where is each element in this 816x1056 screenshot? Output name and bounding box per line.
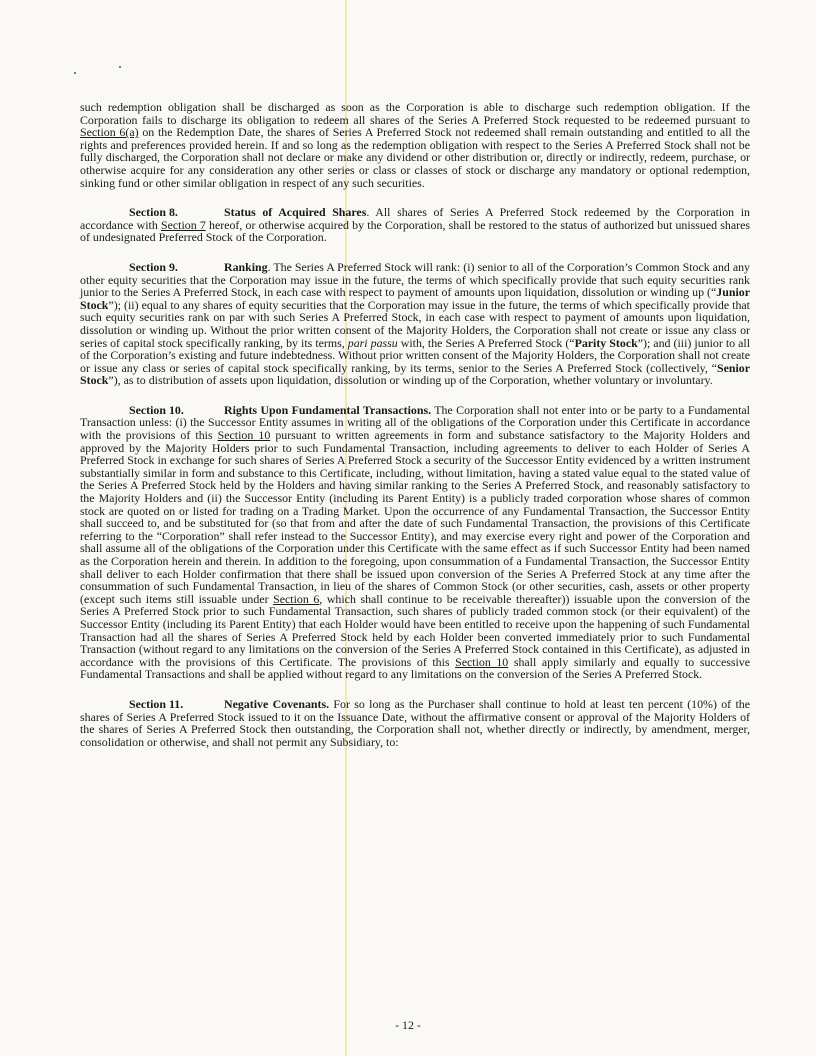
section-10-title: Rights Upon Fundamental Transactions. bbox=[224, 402, 432, 417]
section-9-number: Section 9. bbox=[129, 259, 178, 274]
scan-speck bbox=[74, 72, 76, 74]
section-10-reference: Section 10 bbox=[217, 428, 271, 443]
page-number: - 12 - bbox=[395, 1018, 421, 1032]
document-body bbox=[80, 101, 750, 765]
section-6-reference: Section 6 bbox=[273, 591, 320, 606]
section-10-reference: Section 10 bbox=[455, 654, 509, 669]
scan-speck bbox=[119, 66, 121, 68]
parity-stock-term: Parity Stock bbox=[574, 335, 638, 350]
section-11-number: Section 11. bbox=[129, 696, 184, 711]
junior-stock-term: Junior Stock bbox=[80, 285, 750, 312]
section-9-title: Ranking bbox=[224, 259, 268, 274]
section-11-title: Negative Covenants. bbox=[224, 696, 330, 711]
section-6a-reference: Section 6(a) bbox=[80, 125, 139, 140]
continuation-paragraph: such redemption obligation shall be discharged as soon as the Corporation is able to discharge such redemption obligation. If the Corporation fails to discharge its obligation to redeem all shares of the Series A Preferred Stock requested to be redeemed pursuant to Section 6(a) on the Redemption Date, the shares of Series A Preferred Stock not redeemed shall remain outstanding and entitled to all the rights and preferences provided herein. If and so long as the redemption obligation with respect to the Series A Preferred Stock shall not be fully discharged, the Corporation shall not declare or make any dividend or other distribution or, directly or indirectly, redeem, purchase, or otherwise acquire for any consideration any other series or class or classes of stock or discharge any mandatory or optional redemption, sinking fund or other similar obligation in respect of any such securities. bbox=[80, 100, 750, 190]
section-9-paragraph: Section 9. Ranking. The Series A Preferred Stock will rank: (i) senior to all of the Corporation’s Common Stock and any other equity securities that the Corporation may issue in the future, the terms of which specifically provide that such equity securities rank junior to the Series A Preferred Stock, in each case with respect to payment of amounts upon liquidation, dissolution or winding up (“Junior Stock”); (ii) equal to any shares of equity securities that the Corporation may issue in the future, the terms of which specifically provide that such equity securities rank on par with such Series A Preferred Stock, in each case with respect to payment of amounts upon liquidation, dissolution or winding up. Without the prior written consent of the Majority Holders, the Corporation shall not create or issue any class or series of capital stock specifically ranking, by its terms, pari passu with, the Series A Preferred Stock (“Parity Stock”); and (iii) junior to all of the Corporation’s existing and future indebtedness. Without prior written consent of the Majority Holders, the Corporation shall not create or issue any class or series of capital stock specifically ranking, by its terms, senior to the Series A Preferred Stock (collectively, “Senior Stock”), as to distribution of assets upon liquidation, dissolution or winding up of the Corporation, whether voluntary or involuntary. bbox=[80, 259, 751, 388]
section-7-reference: Section 7 bbox=[161, 217, 206, 232]
section-10-number: Section 10. bbox=[129, 402, 184, 417]
section-10-paragraph: Section 10. Rights Upon Fundamental Transactions. The Corporation shall not enter into or be party to a Fundamental Transaction unless: (i) the Successor Entity assumes in writing all of the obligations of the Corporation under this Certificate in accordance with the provisions of this Section 10 pursuant to written agreements in form and substance satisfactory to the Majority Holders and approved by the Majority Holders prior to such Fundamental Transaction, including agreements to deliver to each Holder of Series A Preferred Stock in exchange for such shares of Series A Preferred Stock a security of the Successor Entity evidenced by a written instrument substantially similar in form and substance to this Certificate, including, without limitation, having a stated value equal to the stated value of the Series A Preferred Stock held by the Holders and having similar ranking to the Series A Preferred Stock, and reasonably satisfactory to the Majority Holders and (ii) the Successor Entity (including its Parent Entity) is a publicly traded corporation whose shares of common stock are quoted on or listed for trading on a Trading Market. Upon the occurrence of any Fundamental Transaction, the Successor Entity shall succeed to, and be substituted for (so that from and after the date of such Fundamental Transaction, the provisions of this Certificate referring to the “Corporation” shall refer instead to the Successor Entity), and may exercise every right and power of the Corporation and shall assume all of the obligations of the Corporation under this Certificate with the same effect as if such Successor Entity had been named as the Corporation herein and therein. In addition to the foregoing, upon consummation of a Fundamental Transaction, the Successor Entity shall deliver to each Holder confirmation that there shall be issued upon conversion of the Series A Preferred Stock at any time after the consummation of such Fundamental Transaction, in lieu of the shares of Common Stock (or other securities, cash, assets or other property (except such items still issuable under Section 6, which shall continue to be receivable thereafter)) issuable upon the conversion of the Series A Preferred Stock prior to such Fundamental Transaction, such shares of publicly traded common stock (or their equivalent) of the Successor Entity (including its Parent Entity) that each Holder would have been entitled to receive upon the happening of such Fundamental Transaction had all the shares of Series A Preferred Stock held by each Holder been converted immediately prior to such Fundamental Transaction (without regard to any limitations on the conversion of the Series A Preferred Stock contained in this Certificate), as adjusted in accordance with the provisions of this Certificate. The provisions of this Section 10 shall apply similarly and equally to successive Fundamental Transactions and shall be applied without regard to any limitations on the conversion of the Series A Preferred Stock. bbox=[80, 402, 751, 682]
section-8-paragraph: Section 8. Status of Acquired Shares. All shares of Series A Preferred Stock redeemed by the Corporation in accordance with Section 7 hereof, or otherwise acquired by the Corporation, shall be restored to the status of authorized but unissued shares of undesignated Preferred Stock of the Corporation. bbox=[80, 205, 751, 245]
pari-passu-term: pari passu bbox=[347, 335, 398, 350]
section-8-number: Section 8. bbox=[129, 205, 178, 220]
section-11-paragraph: Section 11. Negative Covenants. For so long as the Purchaser shall continue to hold at least ten percent (10%) of the shares of Series A Preferred Stock issued to it on the Issuance Date, without the affirmative consent or approval of the Majority Holders of the shares of Series A Preferred Stock then outstanding, the Corporation shall not, whether directly or indirectly, by amendment, merger, consolidation or otherwise, and shall not permit any Subsidiary, to: bbox=[80, 696, 750, 749]
senior-stock-term: Senior Stock bbox=[80, 360, 750, 388]
section-8-title: Status of Acquired Shares bbox=[224, 205, 367, 220]
